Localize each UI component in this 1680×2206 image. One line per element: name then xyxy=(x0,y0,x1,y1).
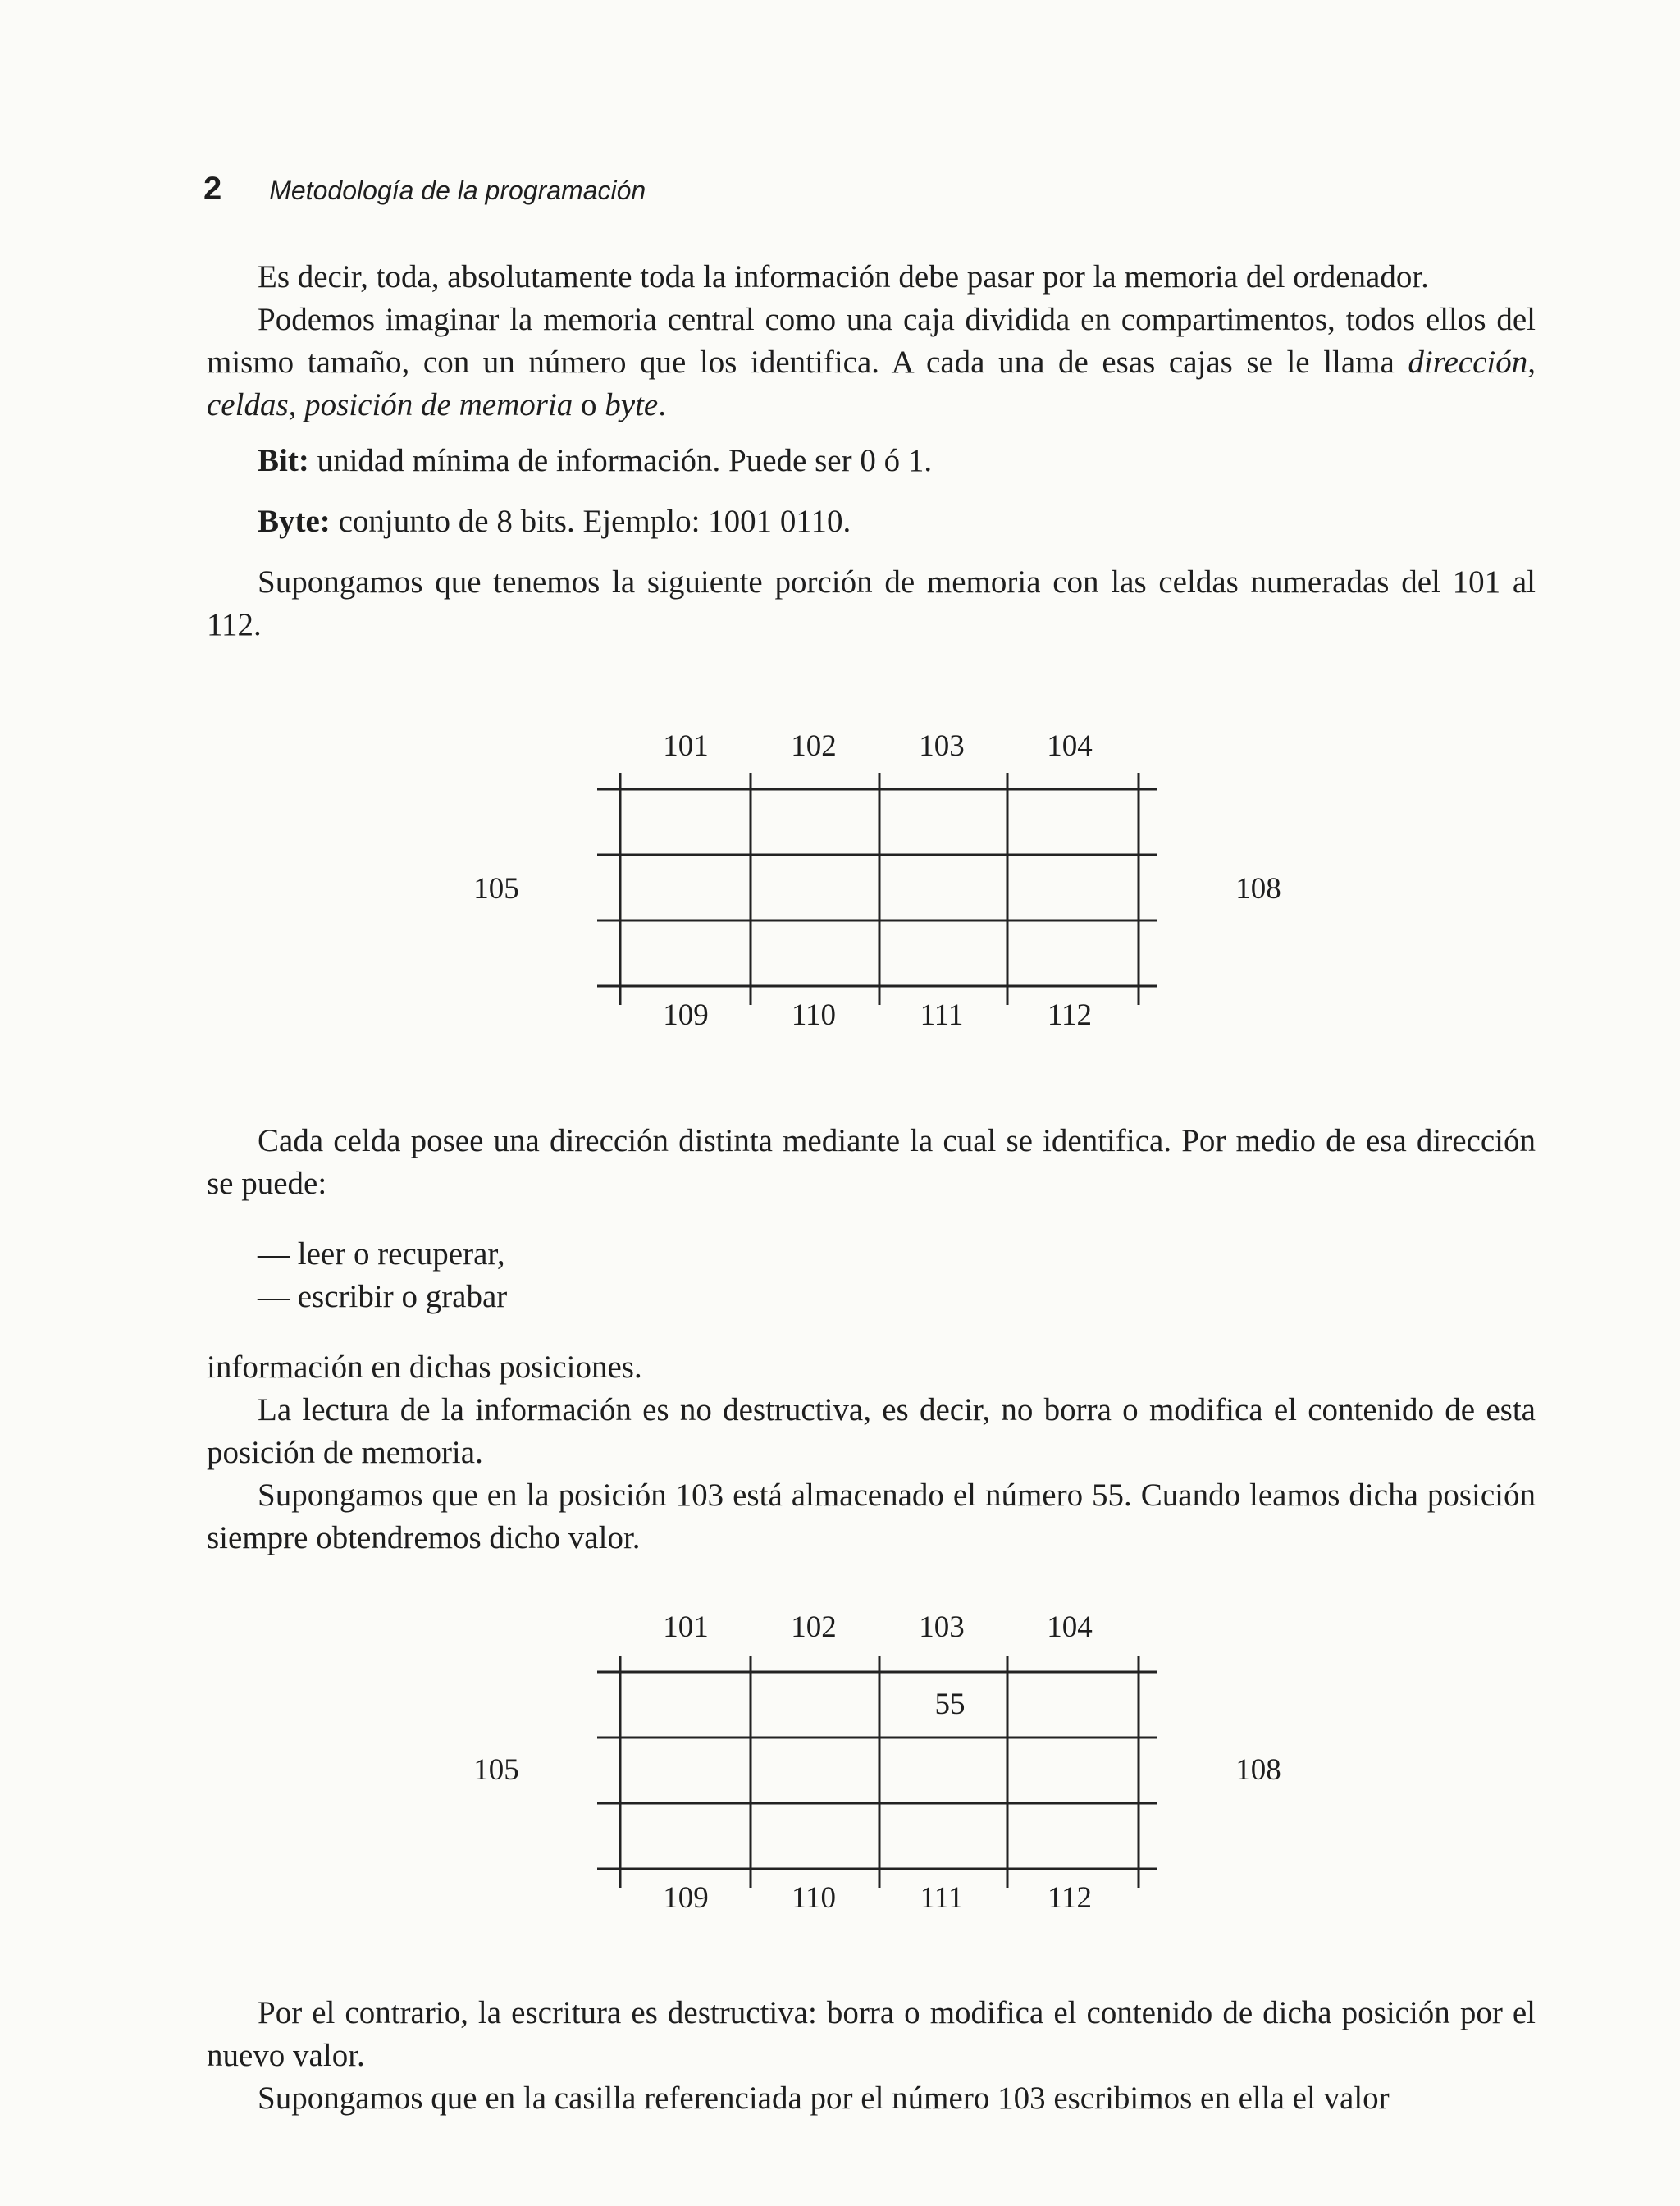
top-label: 104 xyxy=(1047,729,1093,763)
memory-diagram-1 xyxy=(0,722,1680,1050)
bottom-label: 112 xyxy=(1047,1881,1093,1915)
bottom-label: 110 xyxy=(791,1881,837,1915)
paragraph: Supongamos que tenemos la siguiente porción de memoria con las celdas numeradas del 101 al 112. xyxy=(207,564,1536,642)
definition-bit: Bit: unidad mínima de información. Puede ser 0 ó 1. xyxy=(258,443,933,478)
paragraph: La lectura de la información es no destructiva, es decir, no borra o modifica el contenido de esta posición de memoria. xyxy=(207,1392,1536,1470)
top-label: 102 xyxy=(791,1610,837,1644)
top-label: 104 xyxy=(1047,1610,1093,1644)
top-label: 103 xyxy=(919,1610,965,1644)
term-bit: Bit: xyxy=(258,443,309,478)
definition-byte: Byte: conjunto de 8 bits. Ejemplo: 1001 0110. xyxy=(258,504,851,539)
left-label: 105 xyxy=(473,1753,519,1787)
paragraph: Es decir, toda, absolutamente toda la información debe pasar por la memoria del ordenador. xyxy=(258,259,1429,295)
list-item: — escribir o grabar xyxy=(258,1279,508,1314)
paragraph: Por el contrario, la escritura es destructiva: borra o modifica el contenido de dicha posición por el nuevo valor. xyxy=(207,1995,1536,2073)
cell-103-value: 55 xyxy=(934,1688,966,1721)
bottom-label: 112 xyxy=(1047,998,1093,1032)
text-block-middle xyxy=(207,1120,1536,1560)
term-byte: Byte: xyxy=(258,504,331,539)
italic-byte: byte xyxy=(605,387,659,422)
right-label: 108 xyxy=(1235,872,1281,906)
running-title: Metodología de la programación xyxy=(269,176,646,205)
right-label: 108 xyxy=(1235,1753,1281,1787)
text-block-top xyxy=(207,256,1536,646)
bottom-label: 109 xyxy=(663,998,709,1032)
memory-diagram-2 xyxy=(0,1606,1680,1934)
top-label: 103 xyxy=(919,729,965,763)
operations-list xyxy=(258,1233,1536,1318)
paragraph-memory-box: Podemos imaginar la memoria central como una caja dividida en compartimentos, todos ellos del mismo tamaño, con un número que los identifica. A cada una de esas cajas se le llama dirección, celdas, posición de memoria o byte. xyxy=(207,302,1536,422)
bottom-label: 111 xyxy=(920,1881,964,1915)
bottom-label: 109 xyxy=(663,1881,709,1915)
bottom-label: 111 xyxy=(920,998,964,1032)
top-label: 102 xyxy=(791,729,837,763)
paragraph: Supongamos que en la posición 103 está almacenado el número 55. Cuando leamos dicha posición siempre obtendremos dicho valor. xyxy=(207,1478,1536,1555)
page-number: 2 xyxy=(203,171,222,207)
paragraph: Cada celda posee una dirección distinta mediante la cual se identifica. Por medio de esa dirección se puede: xyxy=(207,1123,1536,1201)
top-label: 101 xyxy=(663,729,709,763)
text-block-bottom xyxy=(207,1992,1536,2120)
paragraph: información en dichas posiciones. xyxy=(207,1350,642,1385)
bottom-label: 110 xyxy=(791,998,837,1032)
italic-terms: dirección, celdas, posición de memoria xyxy=(207,345,1536,422)
list-item: — leer o recuperar, xyxy=(258,1236,505,1272)
top-label: 101 xyxy=(663,1610,709,1644)
page-header xyxy=(203,171,646,212)
paragraph: Supongamos que en la casilla referenciada por el número 103 escribimos en ella el valor xyxy=(258,2080,1390,2116)
left-label: 105 xyxy=(473,872,519,906)
